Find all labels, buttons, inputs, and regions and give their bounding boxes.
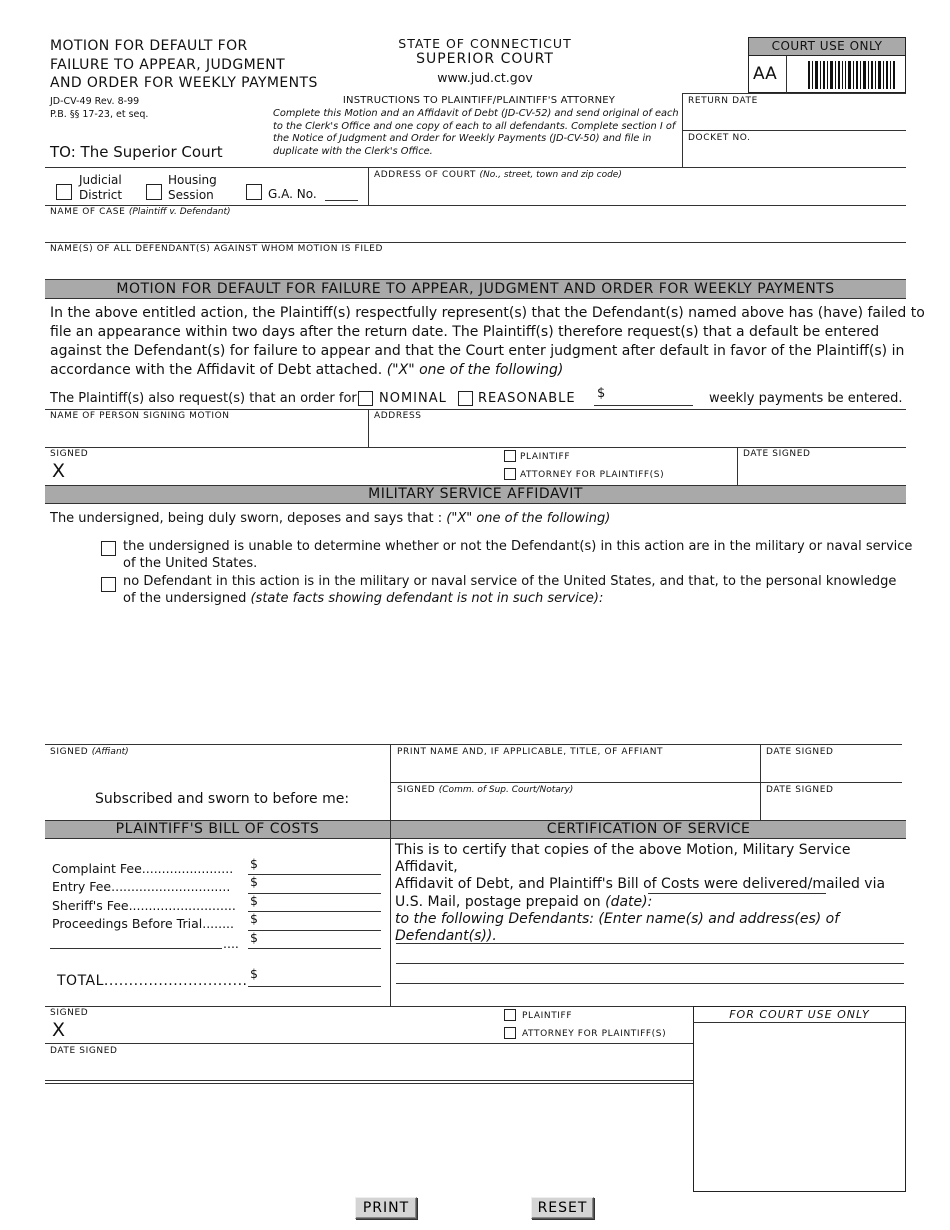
notary-signature-field[interactable] [397,798,757,818]
military-heading: MILITARY SERVICE AFFIDAVIT [45,485,906,504]
footer-attorney-checkbox[interactable] [504,1027,516,1039]
dollar-sign: $ [250,911,258,926]
military-option-2-line-2 [123,590,896,607]
statute-reference: P.B. §§ 17-23, et seq. [50,109,149,120]
form-number: JD-CV-49 Rev. 8-99 [50,96,140,107]
total-label: TOTAL............................. [57,973,248,989]
judicial-district-label [79,173,122,203]
instructions-line: the Notice of Judgment and Order for Weekly Payments (JD-CV-50) and file in [273,133,652,145]
footer-attorney-label: ATTORNEY FOR PLAINTIFF(S) [522,1029,667,1039]
form-title-line: FAILURE TO APPEAR, JUDGMENT [50,56,286,73]
motion-signature-field[interactable] [75,462,495,482]
print-button[interactable]: PRINT [355,1197,417,1219]
payment-dollar-sign: $ [597,386,606,401]
certification-line-3-text: U.S. Mail, postage prepaid on [395,893,601,910]
custom-cost-description-field[interactable] [50,948,222,949]
reset-button[interactable]: RESET [531,1197,594,1219]
motion-date-signed-field[interactable] [743,462,902,482]
motion-plaintiff-label: PLAINTIFF [520,452,571,462]
cost-item-entry-fee: Entry Fee.............................. [52,879,231,895]
reasonable-checkbox[interactable] [458,391,473,406]
military-option-2-line: no Defendant in this action is in the military or naval service of the United States, and that, to the personal knowledge [123,574,897,589]
instructions-text [273,108,679,158]
military-option-1-line: the undersigned is unable to determine whether or not the Defendant(s) in this action are in the military or naval service [123,539,913,554]
cost-item-sheriffs-fee: Sheriff's Fee........................... [52,897,236,913]
docket-number-field[interactable] [688,145,902,165]
military-facts-field[interactable] [123,610,903,735]
weekly-payments-text: weekly payments be entered. [709,391,903,406]
unable-to-determine-checkbox[interactable] [101,541,116,556]
form-title [50,37,318,93]
motion-body-line: against the Defendant(s) for failure to appear and that the Court enter judgment after default in favor of the Plaintiff(s) in [50,343,905,359]
custom-cost-dots: .... [223,936,239,951]
military-option-2-hint: (state facts showing defendant is not in such service): [250,591,604,606]
to-superior-court: TO: The Superior Court [50,143,223,161]
motion-attorney-checkbox[interactable] [504,468,516,480]
case-name-field[interactable] [50,220,900,240]
cost-item-complaint-fee: Complaint Fee....................... [52,861,234,876]
affiant-signed-label [50,747,129,757]
defendant-address-line-1[interactable] [396,943,904,944]
military-intro-text: The undersigned, being duly sworn, deposes and says that : [50,511,443,526]
nominal-checkbox[interactable] [358,391,373,406]
notary-date-signed-field[interactable] [766,798,902,818]
ga-checkbox[interactable] [246,184,262,200]
case-name-label-text: NAME OF CASE [50,207,126,217]
affiant-signature-field[interactable] [50,760,385,780]
affiant-signed-label-text: SIGNED [50,747,89,757]
notary-date-signed-label: DATE SIGNED [766,785,834,795]
cost-item-proceedings: Proceedings Before Trial........ [52,915,235,931]
return-date-field[interactable] [688,108,902,128]
footer-plaintiff-label: PLAINTIFF [522,1011,573,1021]
costs-items [52,860,236,933]
defendant-address-line-2[interactable] [396,963,904,964]
signer-name-field[interactable] [50,424,360,444]
defendant-address-line-3[interactable] [396,983,904,984]
certification-line: to the following Defendants: (Enter name(s) and address(es) of [395,910,840,927]
affiant-signed-hint: (Affiant) [91,747,129,757]
military-option-2 [123,573,896,607]
housing-session-checkbox[interactable] [146,184,162,200]
court-name: SUPERIOR COURT [416,51,554,67]
footer-signature-field[interactable] [75,1020,495,1040]
motion-signed-label: SIGNED [50,449,89,459]
military-option-1 [123,538,912,572]
dollar-sign: $ [250,930,258,945]
form-title-line: AND ORDER FOR WEEKLY PAYMENTS [50,75,318,91]
district-line: District [79,188,123,202]
certification-date-hint: (date): [605,893,653,910]
motion-body-text: accordance with the Affidavit of Debt attached. [50,362,383,378]
order-request-text: The Plaintiff(s) also request(s) that an order for [50,391,357,406]
entry-fee-amount-field[interactable] [248,893,381,894]
court-address-label [374,170,622,180]
military-option-2-text: of the undersigned [123,591,247,606]
affiant-print-name-label: PRINT NAME AND, IF APPLICABLE, TITLE, OF AFFIANT [397,747,664,757]
dollar-sign: $ [250,874,258,889]
housing-session-label [168,173,217,203]
state-name: STATE OF CONNECTICUT [398,36,572,51]
proceedings-amount-field[interactable] [248,930,381,931]
defendants-label: NAME(S) OF ALL DEFENDANT(S) AGAINST WHOM MOTION IS FILED [50,244,384,254]
footer-date-signed-label: DATE SIGNED [50,1046,118,1056]
docket-number-label: DOCKET NO. [688,133,751,143]
return-date-label: RETURN DATE [688,96,758,106]
bill-of-costs-heading: PLAINTIFF'S BILL OF COSTS [45,820,390,839]
notary-signed-hint: (Comm. of Sup. Court/Notary) [438,785,574,795]
affiant-date-signed-label: DATE SIGNED [766,747,834,757]
dollar-sign: $ [250,893,258,908]
motion-body-line-4 [50,361,925,380]
mailing-date-field[interactable] [648,893,826,894]
instructions-line: to the Clerk's Office and one copy of each to all defendants. Complete section I of [273,120,676,132]
signer-name-label: NAME OF PERSON SIGNING MOTION [50,411,230,421]
weekly-payment-amount-field[interactable] [594,405,693,406]
footer-date-signed-field[interactable] [50,1059,680,1077]
for-court-use-only-box [693,1006,906,1192]
sworn-statement: Subscribed and sworn to before me: [95,791,350,807]
motion-sign-x: X [52,460,66,482]
court-address-field[interactable] [374,183,902,203]
notary-signed-label-text: SIGNED [397,785,436,795]
court-use-only-label: COURT USE ONLY [749,38,905,56]
barcode-icon [808,61,898,89]
total-amount-field[interactable] [248,986,381,987]
certification-line: Affidavit of Debt, and Plaintiff's Bill of Costs were delivered/mailed via [395,876,886,893]
certification-heading: CERTIFICATION OF SERVICE [391,820,906,839]
certification-line-3 [395,894,905,911]
signer-address-field[interactable] [374,424,902,444]
nominal-label: NOMINAL [379,391,447,406]
complaint-fee-amount-field[interactable] [248,874,381,875]
signer-address-label: ADDRESS [374,411,422,421]
custom-cost-amount-field[interactable] [248,948,381,949]
motion-body-line: In the above entitled action, the Plaintiff(s) respectfully represent(s) that the Defendant(s) named above has (have) failed to [50,305,925,321]
sheriffs-fee-amount-field[interactable] [248,911,381,912]
motion-body-line: file an appearance within two days after the return date. The Plaintiff(s) therefore request(s) that a default be entered [50,324,880,340]
judicial-district-checkbox[interactable] [56,184,72,200]
certification-line: Defendant(s)). [395,928,497,945]
court-code: AA [753,64,777,84]
notary-signed-label [397,785,573,795]
dollar-sign: $ [250,966,258,981]
footer-plaintiff-checkbox[interactable] [504,1009,516,1021]
judicial-line: Judicial [79,173,122,187]
case-name-label [50,207,231,217]
ga-number-field[interactable] [325,200,358,201]
form-number-block [50,95,148,121]
for-court-use-only-label: FOR COURT USE ONLY [729,1008,870,1021]
court-address-hint: (No., street, town and zip code) [479,170,622,180]
military-intro-hint: ("X" one of the following) [446,511,611,526]
housing-line: Housing [168,173,217,187]
not-in-military-checkbox[interactable] [101,577,116,592]
instructions-title: INSTRUCTIONS TO PLAINTIFF/PLAINTIFF'S ATTORNEY [342,95,616,106]
motion-body [50,304,925,380]
motion-attorney-label: ATTORNEY FOR PLAINTIFF(S) [520,470,665,480]
footer-signed-label: SIGNED [50,1008,89,1018]
court-website: www.jud.ct.gov [437,70,533,85]
military-option-1-line: of the United States. [123,556,258,571]
instructions-line: Complete this Motion and an Affidavit of Debt (JD-CV-52) and send original of each [273,108,679,119]
motion-heading: MOTION FOR DEFAULT FOR FAILURE TO APPEAR, JUDGMENT AND ORDER FOR WEEKLY PAYMENTS [45,279,906,299]
certification-line: This is to certify that copies of the above Motion, Military Service Affidavit, [395,842,851,876]
motion-plaintiff-checkbox[interactable] [504,450,516,462]
dollar-sign: $ [250,856,258,871]
form-title-line: MOTION FOR DEFAULT FOR [50,38,248,54]
affiant-date-signed-field[interactable] [766,760,902,780]
reasonable-label: REASONABLE [478,391,576,406]
court-address-label-text: ADDRESS OF COURT [374,170,477,180]
affiant-print-name-field[interactable] [397,760,757,780]
motion-date-signed-label: DATE SIGNED [743,449,811,459]
footer-sign-x: X [52,1019,66,1041]
session-line: Session [168,188,214,202]
ga-number-label: G.A. No. [268,187,317,201]
military-intro [50,511,610,526]
instructions-line: duplicate with the Clerk's Office. [273,145,433,157]
case-name-hint: (Plaintiff v. Defendant) [128,207,231,217]
defendants-field[interactable] [50,257,900,277]
motion-body-hint: ("X" one of the following) [386,362,564,378]
